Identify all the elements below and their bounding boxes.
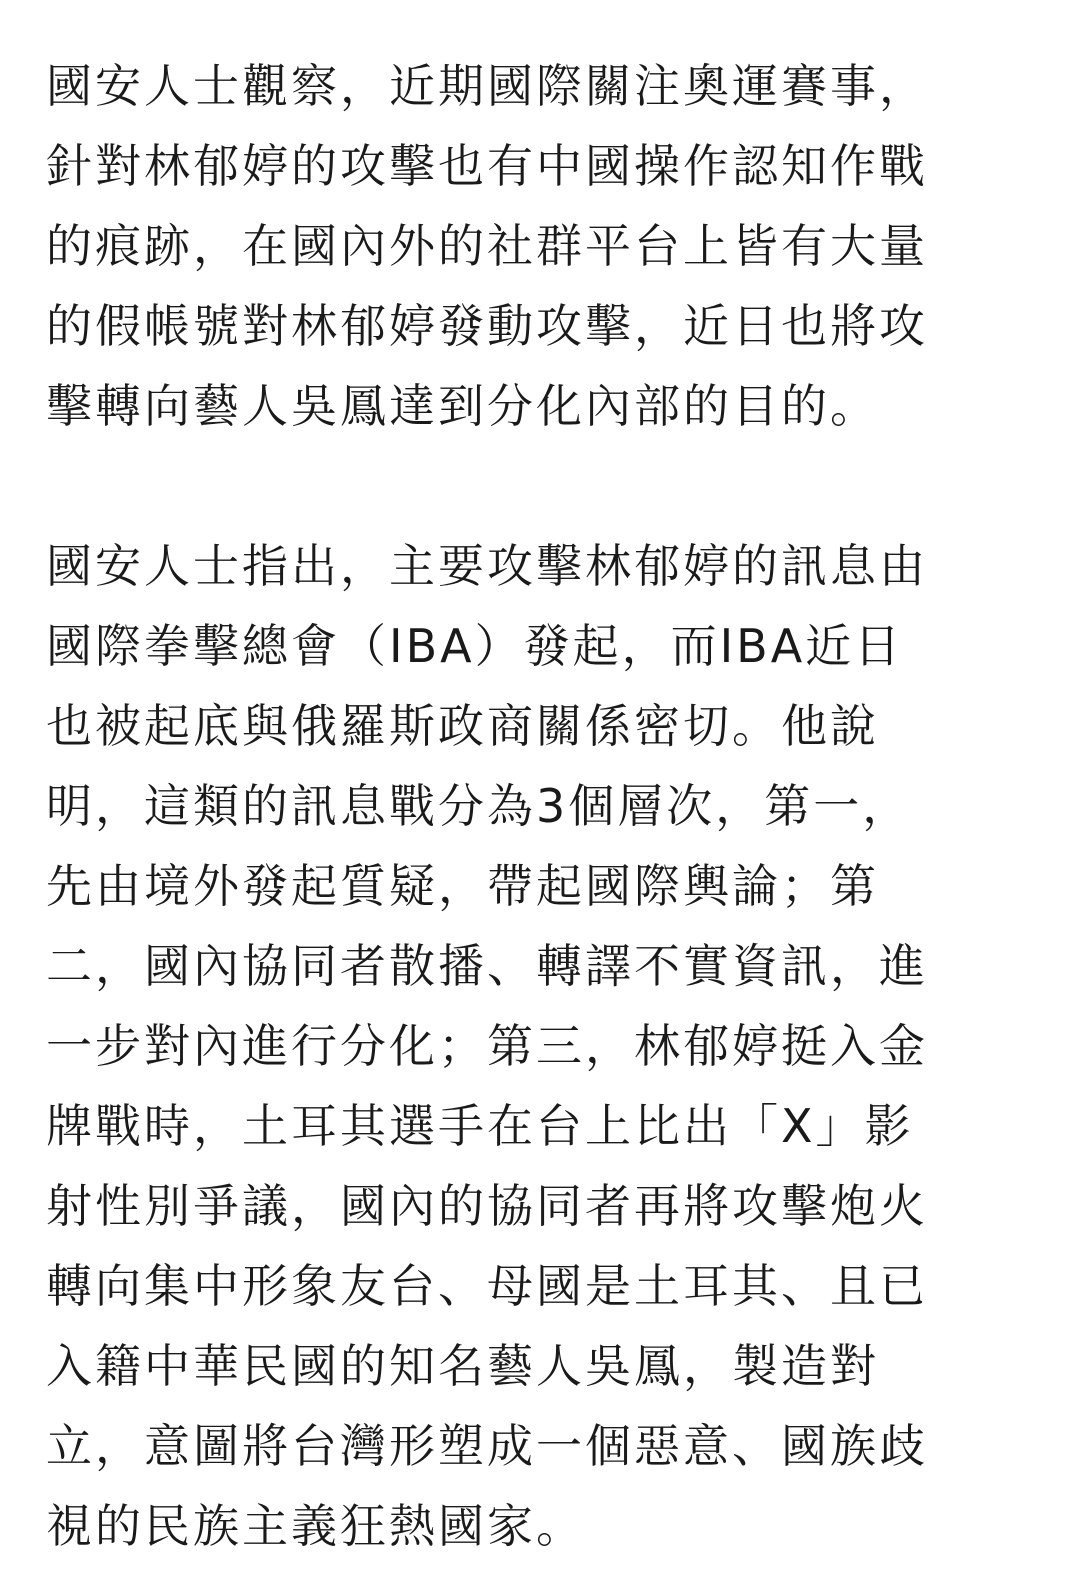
text-line: 國安人士觀察，近期國際關注奧運賽事， (46, 59, 928, 113)
text-line: 入籍中華民國的知名藝人吳鳳，製造對 (46, 1339, 879, 1393)
text-line: 二，國內協同者散播、轉譯不實資訊，進 (46, 939, 928, 993)
text-line: 先由境外發起質疑，帶起國際輿論；第 (46, 859, 879, 913)
text-line: 的痕跡，在國內外的社群平台上皆有大量 (46, 219, 928, 273)
text-line: 國安人士指出，主要攻擊林郁婷的訊息由 (46, 539, 928, 593)
text-line: 視的民族主義狂熱國家。 (46, 1499, 585, 1553)
text-line: 國際拳擊總會（IBA）發起，而IBA近日 (46, 619, 904, 673)
paragraph-1 (46, 46, 1026, 446)
text-line: 針對林郁婷的攻擊也有中國操作認知作戰 (46, 139, 928, 193)
text-line: 擊轉向藝人吳鳳達到分化內部的目的。 (46, 379, 879, 433)
text-line: 牌戰時，土耳其選手在台上比出「X」影 (46, 1099, 914, 1153)
text-line: 立，意圖將台灣形塑成一個惡意、國族歧 (46, 1419, 928, 1473)
text-line: 射性別爭議，國內的協同者再將攻擊炮火 (46, 1179, 928, 1233)
text-line: 一步對內進行分化；第三，林郁婷挺入金 (46, 1019, 928, 1073)
paragraph-2 (46, 526, 1026, 1566)
article-body (46, 46, 1026, 1566)
text-line: 轉向集中形象友台、母國是土耳其、且已 (46, 1259, 928, 1313)
text-line: 明，這類的訊息戰分為3個層次，第一， (46, 779, 912, 833)
text-line: 的假帳號對林郁婷發動攻擊，近日也將攻 (46, 299, 928, 353)
text-line: 也被起底與俄羅斯政商關係密切。他說 (46, 699, 879, 753)
